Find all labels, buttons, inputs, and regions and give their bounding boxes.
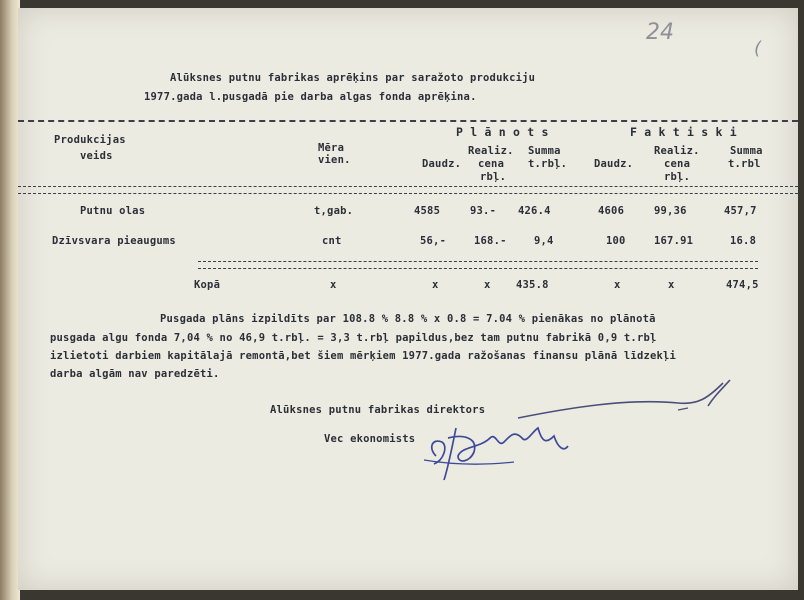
header-plan-qty: Daudz. (422, 158, 462, 170)
header-act-qty: Daudz. (594, 158, 634, 170)
row2-plan-sum: 9,4 (534, 235, 554, 247)
header-planned: P l ā n o t s (456, 125, 549, 139)
total-act-qty: x (614, 279, 621, 291)
row1-act-sum: 457,7 (724, 205, 757, 217)
header-act-sum-1: Summa (730, 145, 763, 157)
table-top-rule (18, 120, 798, 122)
total-plan-price: x (484, 279, 491, 291)
header-plan-price-2: cena (478, 158, 505, 170)
body-line-4: darba algām nav paredzēti. (50, 368, 220, 380)
header-act-price-1: Realiz. (654, 145, 700, 157)
director-label: Alūksnes putnu fabrikas direktors (270, 404, 486, 416)
body-line-2: pusgada algu fonda 7,04 % no 46,9 t.rbļ. = 3,3 t.rbļ papildus,bez tam putnu fabrikā 0,9 t.rbļ (50, 332, 657, 344)
header-unit-1: Mēra (318, 142, 345, 154)
row1-plan-qty: 4585 (414, 205, 441, 217)
row1-plan-price: 93.- (470, 205, 497, 217)
row2-unit: cnt (322, 235, 342, 247)
total-unit: x (330, 279, 337, 291)
row2-act-qty: 100 (606, 235, 626, 247)
header-act-sum-2: t.rbl (728, 158, 761, 170)
row1-product: Putnu olas (80, 205, 146, 217)
total-act-sum: 474,5 (726, 279, 759, 291)
row2-product: Dzīvsvara pieaugums (52, 235, 176, 247)
row2-act-price: 167.91 (654, 235, 694, 247)
header-actual: F a k t i s k i (630, 125, 737, 139)
header-act-price-2: cena (664, 158, 691, 170)
row2-plan-price: 168.- (474, 235, 507, 247)
total-act-price: x (668, 279, 675, 291)
row2-act-sum: 16.8 (730, 235, 757, 247)
pencil-mark: ( (754, 38, 762, 59)
header-product-2: veids (80, 150, 113, 162)
header-unit-2: vien. (318, 154, 351, 166)
body-line-3: izlietoti darbiem kapitālajā remontā,bet šiem mērķiem 1977.gada ražošanas finansu plānā līdzekļi (50, 350, 677, 362)
header-plan-price-1: Realiz. (468, 145, 514, 157)
row1-plan-sum: 426.4 (518, 205, 551, 217)
title-line-1: Alūksnes putnu fabrikas aprēķins par saražoto produkciju (170, 72, 536, 84)
page-number: 24 (646, 20, 674, 45)
header-plan-sum-1: Summa (528, 145, 561, 157)
row2-plan-qty: 56,- (420, 235, 447, 247)
document-page (18, 8, 798, 590)
header-plan-price-3: rbļ. (480, 171, 507, 183)
row1-act-qty: 4606 (598, 205, 625, 217)
body-line-1: Pusgada plāns izpildīts par 108.8 % 8.8 % x 0.8 = 7.04 % pienākas no plānotā (160, 313, 656, 325)
total-rule (198, 261, 758, 269)
total-plan-qty: x (432, 279, 439, 291)
header-product-1: Produkcijas (54, 134, 126, 146)
header-act-price-3: rbļ. (664, 171, 691, 183)
header-plan-sum-2: t.rbļ. (528, 158, 568, 170)
total-label: Kopā (194, 279, 221, 291)
row1-act-price: 99,36 (654, 205, 687, 217)
header-rule (18, 186, 798, 194)
row1-unit: t,gab. (314, 205, 354, 217)
binding-edge (0, 0, 20, 600)
economist-label: Vec ekonomists (324, 433, 416, 445)
title-line-2: 1977.gada l.pusgadā pie darba algas fonda aprēķina. (144, 91, 477, 103)
economist-signature (418, 408, 578, 488)
total-plan-sum: 435.8 (516, 279, 549, 291)
